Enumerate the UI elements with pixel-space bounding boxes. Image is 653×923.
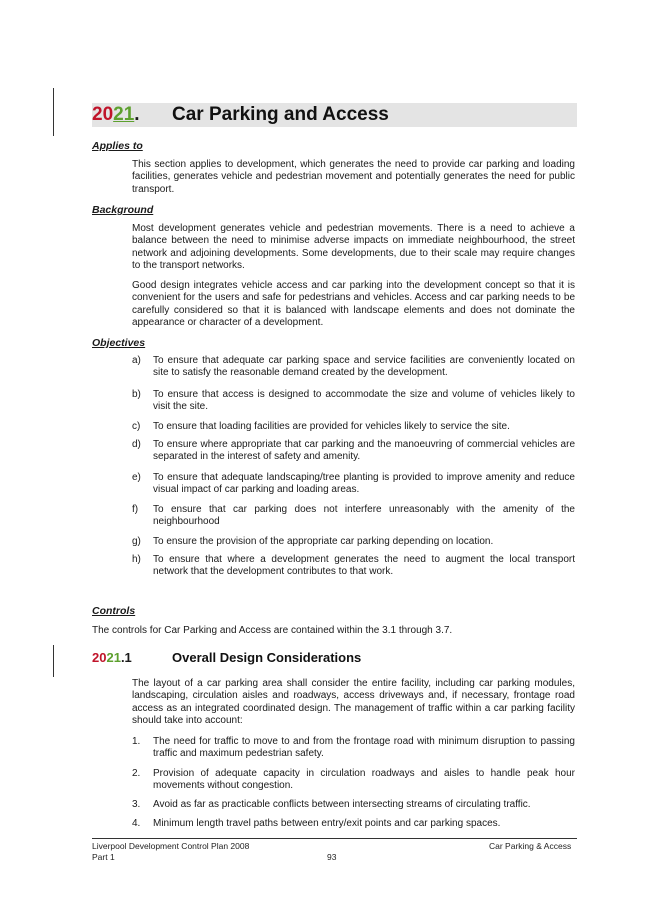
section-title-text: Car Parking and Access	[172, 104, 389, 125]
footer-part: Part 1	[92, 852, 115, 862]
footer-rule	[92, 838, 577, 839]
change-bar	[53, 645, 54, 677]
objective-text: To ensure that where a development generates the need to augment the local transport network that the development contributes to that work.	[153, 554, 575, 578]
objective-text: To ensure the provision of the appropriate car parking depending on location.	[153, 536, 494, 547]
objective-text: To ensure that adequate car parking space and service facilities are conveniently located on site to satisfy the reasonable demand created by the development.	[153, 355, 575, 379]
objective-text: To ensure that adequate landscaping/tree planting is provided to improve amenity and reduce visual impact of car parking and loading areas.	[153, 472, 575, 496]
section-title	[92, 103, 389, 127]
change-bar	[53, 88, 54, 136]
objective-text: To ensure that loading facilities are provided for vehicles likely to service the site.	[153, 421, 510, 432]
controls-heading: Controls	[92, 605, 136, 617]
objective-label: c)	[132, 421, 141, 432]
applies-to-text: This section applies to development, which generates the need to provide car parking and loading facilities, generates vehicle and pedestrian movement and potentially generates the need for public transport.	[132, 159, 575, 195]
objective-text: To ensure that car parking does not interfere unreasonably with the amenity of the neighbourhood	[153, 504, 575, 528]
controls-text: The controls for Car Parking and Access are contained within the 3.1 through 3.7.	[92, 625, 453, 636]
footer-page-number: 93	[327, 852, 337, 862]
applies-to-heading: Applies to	[92, 140, 143, 152]
consideration-text: Minimum length travel paths between entry/exit points and car parking spaces.	[153, 818, 501, 829]
objectives-heading: Objectives	[92, 337, 146, 349]
objective-label: a)	[132, 355, 141, 366]
section-number-new: 21	[113, 104, 135, 125]
consideration-label: 4.	[132, 818, 141, 829]
objective-label: b)	[132, 389, 141, 400]
objective-text: To ensure where appropriate that car parking and the manoeuvring of commercial vehicles are separated in the interest of safety and amenity.	[153, 439, 575, 463]
section-number-dot: .	[134, 104, 140, 125]
consideration-label: 1.	[132, 736, 141, 747]
subsection-number-new: 21	[106, 650, 121, 665]
background-paragraph: Good design integrates vehicle access and car parking into the development concept so that it is convenient for the users and safe for pedestrians and vehicles. Access and car parking needs to be carefully considered so that it is balanced with landscape elements and does not dominate the appearance or character of a development.	[132, 280, 575, 328]
footer-section-name: Car Parking & Access	[489, 841, 572, 851]
subsection-title	[92, 649, 362, 667]
subsection-title-text: Overall Design Considerations	[172, 650, 362, 665]
subsection-number-old: 20	[92, 650, 107, 665]
consideration-label: 2.	[132, 768, 141, 779]
background-paragraph: Most development generates vehicle and pedestrian movements. There is a need to achieve a balance between the need to minimise adverse impacts on immediate neighbourhood, the street network and adjoining developments. Some developments, due to their scale may require changes to the transport networks.	[132, 223, 575, 271]
consideration-text: Avoid as far as practicable conflicts between intersecting streams of circulating traffic.	[153, 799, 531, 810]
subsection-intro: The layout of a car parking area shall consider the entire facility, including car parking modules, landscaping, circulation aisles and roadways, access driveways and, if necessary, frontage road access as an integrated coordinated design. The management of traffic within a car parking facility should take into account:	[132, 678, 575, 726]
background-heading: Background	[92, 204, 154, 216]
section-number-old: 20	[92, 104, 114, 125]
objective-label: f)	[132, 504, 139, 515]
footer-document-title: Liverpool Development Control Plan 2008	[92, 841, 250, 851]
consideration-text: Provision of adequate capacity in circulation roadways and aisles to handle peak hour movements without congestion.	[153, 768, 575, 792]
subsection-number-suffix: .1	[120, 650, 132, 665]
objective-label: e)	[132, 472, 141, 483]
objective-text: To ensure that access is designed to accommodate the size and volume of vehicles likely to visit the site.	[153, 389, 575, 413]
objective-label: g)	[132, 536, 141, 547]
objective-label: h)	[132, 554, 141, 565]
consideration-label: 3.	[132, 799, 141, 810]
objective-label: d)	[132, 439, 141, 450]
consideration-text: The need for traffic to move to and from the frontage road with minimum disruption to passing traffic and maximum pedestrian safety.	[153, 736, 575, 760]
